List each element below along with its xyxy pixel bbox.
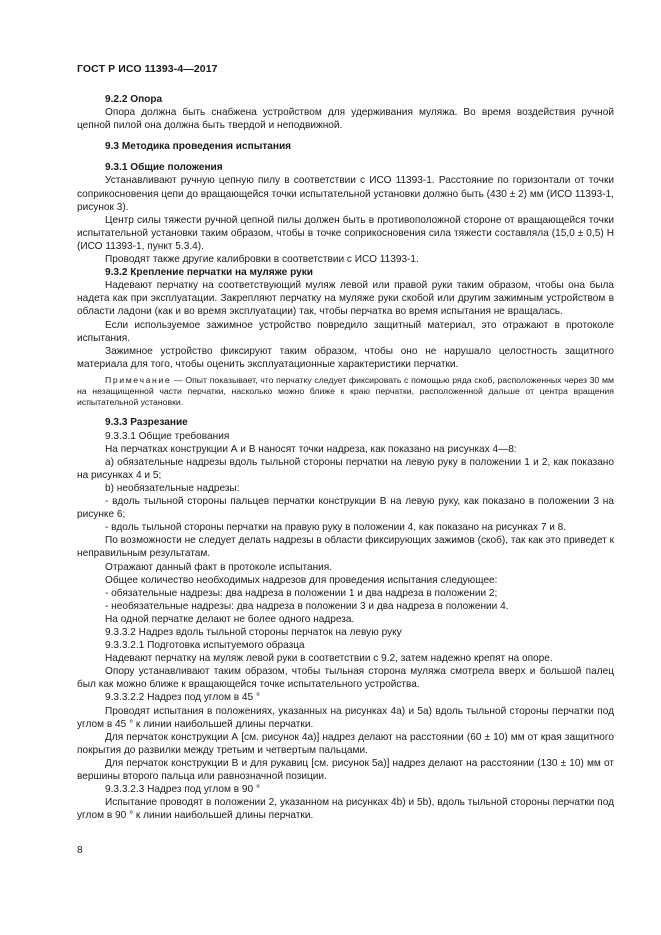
body-paragraph: 9.3.3.2 Надрез вдоль тыльной стороны перчаток на левую руку	[105, 626, 402, 638]
body-paragraph: 9.3.3.2.2 Надрез под углом в 45 °	[105, 692, 260, 704]
body-paragraph: Проводят испытания в положениях, указанных на рисунках 4а) и 5а) вдоль тыльной стороны перчатки под углом в 45 ° к линии наибольшей длины перчатки.	[77, 705, 614, 730]
section-heading: 9.3.3 Разрезание	[105, 417, 188, 429]
body-paragraph: Надевают перчатку на соответствующий муляж левой или правой руки таким образом, чтобы она была надета как при эксплуатации. Закрепляют перчатку на муляже руки скобой или другим зажимным устройством в области ладони (как и во время эксплуатации) так, чтобы перчатка во время испытания не вращалась.	[77, 280, 614, 318]
body-paragraph: На перчатках конструкции А и В наносят точки надреза, как показано на рисунках 4—8:	[105, 443, 517, 455]
body-paragraph: По возможности не следует делать надрезы в области фиксирующих зажимов (скоб), так как это приведет к неправильным результатам.	[77, 535, 614, 560]
body-paragraph: 9.3.3.2.1 Подготовка испытуемого образца	[105, 640, 305, 652]
body-paragraph: Проводят также другие калибровки в соответствии с ИСО 11393-1.	[105, 254, 419, 266]
document-body	[77, 93, 614, 822]
body-paragraph: Отражают данный факт в протоколе испытания.	[105, 561, 333, 573]
body-paragraph: На одной перчатке делают не более одного надреза.	[105, 613, 355, 625]
section-heading: 9.2.2 Опора	[105, 94, 163, 105]
body-paragraph: - необязательные надрезы: два надреза в положении 3 и два надреза в положении 4.	[105, 600, 509, 612]
note-label: Примечание	[105, 374, 172, 385]
body-paragraph: 9.3.3.1 Общие требования	[105, 430, 230, 442]
section-heading: 9.3.2 Крепление перчатки на муляже руки	[105, 267, 313, 279]
body-paragraph: Опору устанавливают таким образом, чтобы тыльная сторона муляжа смотрела вверх и большой палец был как можно ближе к вращающейся точке испытательного устройства.	[77, 666, 614, 691]
body-paragraph: Надевают перчатку на муляж левой руки в соответствии с 9.2, затем надежно крепят на опоре.	[105, 653, 553, 665]
body-paragraph: Общее количество необходимых надрезов для проведения испытания следующее:	[105, 574, 498, 586]
body-paragraph: - обязательные надрезы: два надреза в положении 1 и два надреза в положении 2;	[105, 587, 498, 599]
document-header: ГОСТ Р ИСО 11393-4—2017	[77, 63, 218, 75]
body-paragraph: b) необязательные надрезы:	[105, 482, 240, 494]
body-paragraph: - вдоль тыльной стороны пальцев перчатки конструкции В на левую руку, как показано в положении 3 на рисунке 6;	[77, 496, 614, 521]
section-heading: 9.3 Методика проведения испытания	[105, 141, 292, 153]
body-paragraph: 9.3.3.2.3 Надрез под углом в 90 °	[105, 784, 260, 796]
body-paragraph: Если используемое зажимное устройство повредило защитный материал, это отражают в протоколе испытания.	[77, 319, 614, 344]
section-heading: 9.3.1 Общие положения	[105, 162, 223, 174]
body-paragraph: Опора должна быть снабжена устройством для удерживания муляжа. Во время воздействия ручной цепной пилой она должна быть твердой и неподвижной.	[77, 107, 614, 132]
body-paragraph: Зажимное устройство фиксируют таким образом, чтобы оно не нарушало целостность защитного материала для того, чтобы оценить эксплуатационные характеристики перчатки.	[77, 345, 614, 370]
body-paragraph: Центр силы тяжести ручной цепной пилы должен быть в противоположной стороне от вращающейся точки испытательной установки таким образом, чтобы в точке соприкосновения сила тяжести составляла (15,0 ± 0,5) Н (ИСО 11393-1, пункт 5.3.4).	[77, 214, 614, 252]
body-paragraph: а) обязательные надрезы вдоль тыльной стороны перчатки на левую руку в положении 1 и 2, как показано на рисунках 4 и 5;	[77, 456, 614, 481]
note-text: — Опыт показывает, что перчатку следует фиксировать с помощью ряда скоб, расположенных через 30 мм на незащищенной части перчатки, насколько можно ближе к краю перчатки, расположенной дальше от центра вращения испытательной установки.	[77, 374, 614, 408]
body-paragraph: Для перчаток конструкции А [см. рисунок 4а)] надрез делают на расстоянии (60 ± 10) мм от края защитного покрытия до развилки между третьим и четвертым пальцами.	[77, 731, 614, 756]
body-paragraph: Для перчаток конструкции В и для рукавиц [см. рисунок 5а)] надрез делают на расстоянии (130 ± 10) мм от вершины второго пальца или равнозначной позиции.	[77, 757, 614, 783]
page-number: 8	[77, 845, 83, 856]
body-paragraph: Устанавливают ручную цепную пилу в соответствии с ИСО 11393-1. Расстояние по горизонтали от точки соприкосновения цепи до вращающейся точки испытательной установки должно быть (430 ± 2) мм (ИСО 11393-1, рисунок 3).	[77, 175, 614, 213]
body-paragraph: - вдоль тыльной стороны перчатки на правую руку в положении 4, как показано на рисунках 7 и 8.	[105, 522, 567, 534]
note-paragraph	[77, 375, 614, 409]
body-paragraph: Испытание проводят в положении 2, указанном на рисунках 4b) и 5b), вдоль тыльной стороны перчатки под углом в 90 ° к линии наибольшей длины перчатки.	[77, 797, 614, 822]
